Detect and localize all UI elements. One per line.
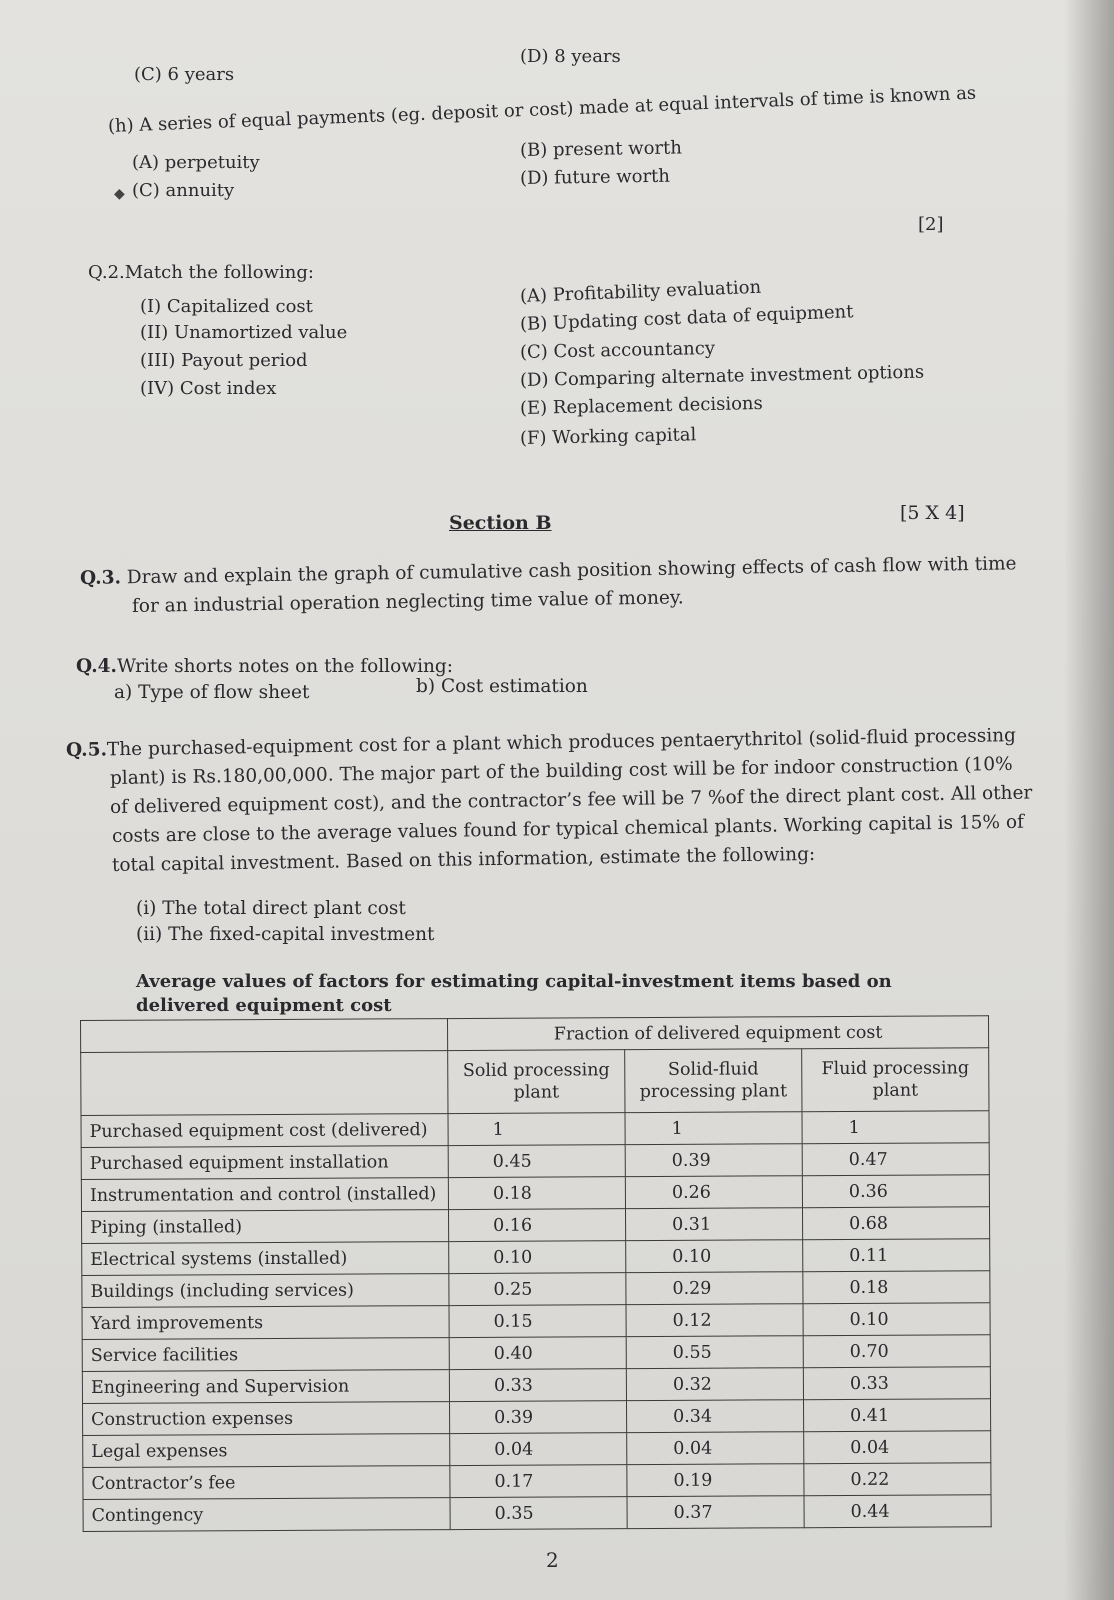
q5-line2: plant) is Rs.180,00,000. The major part of the building cost will be for indoor construction (10% (109, 753, 1013, 789)
q4-label: Q.4. (76, 656, 117, 677)
table-row (83, 1431, 991, 1468)
q5-line4: costs are close to the average values found for typical chemical plants. Working capital is 15% of (111, 811, 1025, 847)
row-item: Contractor’s fee (83, 1466, 450, 1500)
q3-line1: Draw and explain the graph of cumulative cash position showing effects of cash flow with time (126, 553, 1017, 589)
table-row (83, 1463, 991, 1500)
col-header-fluid: Fluid processing plant (802, 1048, 989, 1112)
q2-left-1: (I) Capitalized cost (140, 296, 313, 317)
option-a: (A) perpetuity (132, 152, 260, 173)
cell-solid-fluid: 0.31 (625, 1208, 802, 1241)
cell-solid: 0.45 (448, 1145, 625, 1178)
table-row (82, 1207, 990, 1244)
q3-label: Q.3. (79, 567, 122, 589)
row-item: Electrical systems (installed) (82, 1242, 449, 1276)
table-header-item (81, 1051, 448, 1116)
table-row (82, 1271, 990, 1308)
cell-fluid: 0.68 (802, 1207, 989, 1240)
table-row (82, 1303, 990, 1340)
cell-solid-fluid: 0.29 (626, 1272, 803, 1305)
row-item: Instrumentation and control (installed) (81, 1178, 448, 1212)
cell-solid-fluid: 0.19 (627, 1464, 804, 1497)
cell-solid: 0.17 (450, 1465, 627, 1498)
cell-solid: 0.35 (450, 1497, 627, 1530)
q2-left-4: (IV) Cost index (140, 378, 277, 399)
table-header-empty (81, 1019, 448, 1053)
cell-solid: 1 (448, 1113, 625, 1146)
cell-solid: 0.40 (449, 1337, 626, 1370)
table-row (82, 1367, 990, 1404)
table-row (81, 1143, 989, 1180)
row-item: Yard improvements (82, 1306, 449, 1340)
q4-a: a) Type of flow sheet (114, 682, 310, 703)
cell-solid: 0.10 (449, 1241, 626, 1274)
cell-fluid: 0.18 (803, 1271, 990, 1304)
row-item: Service facilities (82, 1338, 449, 1372)
cell-solid-fluid: 0.39 (625, 1144, 802, 1177)
table-row (83, 1495, 991, 1532)
cell-solid-fluid: 1 (625, 1112, 802, 1145)
cell-solid-fluid: 0.55 (626, 1336, 803, 1369)
table-row (82, 1239, 990, 1276)
cell-solid-fluid: 0.32 (626, 1368, 803, 1401)
question-h: (h) A series of equal payments (eg. deposit or cost) made at equal intervals of time is known as (107, 82, 977, 137)
row-item: Buildings (including services) (82, 1274, 449, 1308)
table-title: Average values of factors for estimating capital-investment items based on delivered equipment cost (136, 971, 892, 1016)
cell-solid: 0.33 (449, 1369, 626, 1402)
row-item: Purchased equipment cost (delivered) (81, 1114, 448, 1148)
q2-right-f: (F) Working capital (519, 424, 697, 449)
q5-line3: of delivered equipment cost), and the contractor’s fee will be 7 %of the direct plant cost. All other (109, 782, 1033, 818)
q5-ii: (ii) The fixed-capital investment (136, 924, 435, 945)
option-c: (C) annuity (132, 180, 235, 201)
cell-fluid: 0.22 (804, 1463, 991, 1496)
row-item: Contingency (83, 1498, 450, 1532)
q5-line1: The purchased-equipment cost for a plant which produces pentaerythritol (solid-fluid processing (106, 725, 1017, 761)
section-b-marks: [5 X 4] (900, 502, 965, 524)
option-d-prev: (D) 8 years (520, 46, 621, 67)
row-item: Construction expenses (83, 1402, 450, 1436)
cell-solid: 0.18 (448, 1177, 625, 1210)
col-header-solid: Solid processing plant (448, 1050, 625, 1114)
q2-right-d: (D) Comparing alternate investment options (519, 361, 925, 391)
page-number: 2 (546, 1548, 559, 1572)
cell-solid-fluid: 0.37 (627, 1496, 804, 1529)
cell-fluid: 0.70 (803, 1335, 990, 1368)
cell-fluid: 0.41 (803, 1399, 990, 1432)
q4-text: Write shorts notes on the following: (116, 656, 453, 677)
col-header-solid-fluid: Solid-fluid processing plant (625, 1049, 802, 1113)
row-item: Legal expenses (83, 1434, 450, 1468)
q2-title: Q.2.Match the following: (88, 262, 314, 283)
cell-fluid: 0.47 (802, 1143, 989, 1176)
q2-right-b: (B) Updating cost data of equipment (519, 301, 854, 335)
cell-solid: 0.16 (448, 1209, 625, 1242)
cell-solid-fluid: 0.04 (627, 1432, 804, 1465)
marks-q1: [2] (918, 214, 944, 235)
factors-table (80, 1015, 992, 1532)
cell-solid-fluid: 0.34 (627, 1400, 804, 1433)
row-item: Purchased equipment installation (81, 1146, 448, 1180)
cell-fluid: 0.04 (804, 1431, 991, 1464)
cell-fluid: 1 (802, 1111, 989, 1144)
tick-mark-icon: ◆ (114, 186, 125, 202)
q3-line2: for an industrial operation neglecting time value of money. (131, 587, 684, 617)
section-b-title: Section B (449, 512, 552, 534)
option-c-prev: (C) 6 years (134, 64, 235, 85)
q2-right-e: (E) Replacement decisions (519, 392, 763, 419)
cell-fluid: 0.36 (802, 1175, 989, 1208)
table-body (81, 1111, 991, 1532)
cell-solid: 0.25 (449, 1273, 626, 1306)
cell-solid: 0.39 (450, 1401, 627, 1434)
cell-fluid: 0.11 (803, 1239, 990, 1272)
q5-line5: total capital investment. Based on this information, estimate the following: (111, 843, 816, 876)
cell-fluid: 0.44 (804, 1495, 991, 1528)
table-row (82, 1335, 990, 1372)
table-row (83, 1399, 991, 1436)
cell-solid-fluid: 0.10 (626, 1240, 803, 1273)
q5-label: Q.5. (65, 739, 108, 761)
q2-left-3: (III) Payout period (140, 350, 308, 371)
q2-left-2: (II) Unamortized value (140, 322, 348, 343)
q4-b: b) Cost estimation (416, 676, 588, 697)
q2-right-c: (C) Cost accountancy (519, 337, 716, 363)
option-b: (B) present worth (519, 137, 683, 161)
cell-solid: 0.04 (450, 1433, 627, 1466)
q2-right-a: (A) Profitability evaluation (519, 276, 762, 307)
page-edge-shadow (1064, 0, 1114, 1600)
q5-i: (i) The total direct plant cost (136, 898, 406, 919)
cell-solid-fluid: 0.26 (625, 1176, 802, 1209)
cell-solid-fluid: 0.12 (626, 1304, 803, 1337)
option-d: (D) future worth (519, 165, 671, 189)
table-group-header: Fraction of delivered equipment cost (447, 1016, 988, 1051)
table-row (81, 1111, 989, 1148)
cell-solid: 0.15 (449, 1305, 626, 1338)
cell-fluid: 0.10 (803, 1303, 990, 1336)
row-item: Piping (installed) (82, 1210, 449, 1244)
cell-fluid: 0.33 (803, 1367, 990, 1400)
table-row (81, 1175, 989, 1212)
row-item: Engineering and Supervision (82, 1370, 449, 1404)
